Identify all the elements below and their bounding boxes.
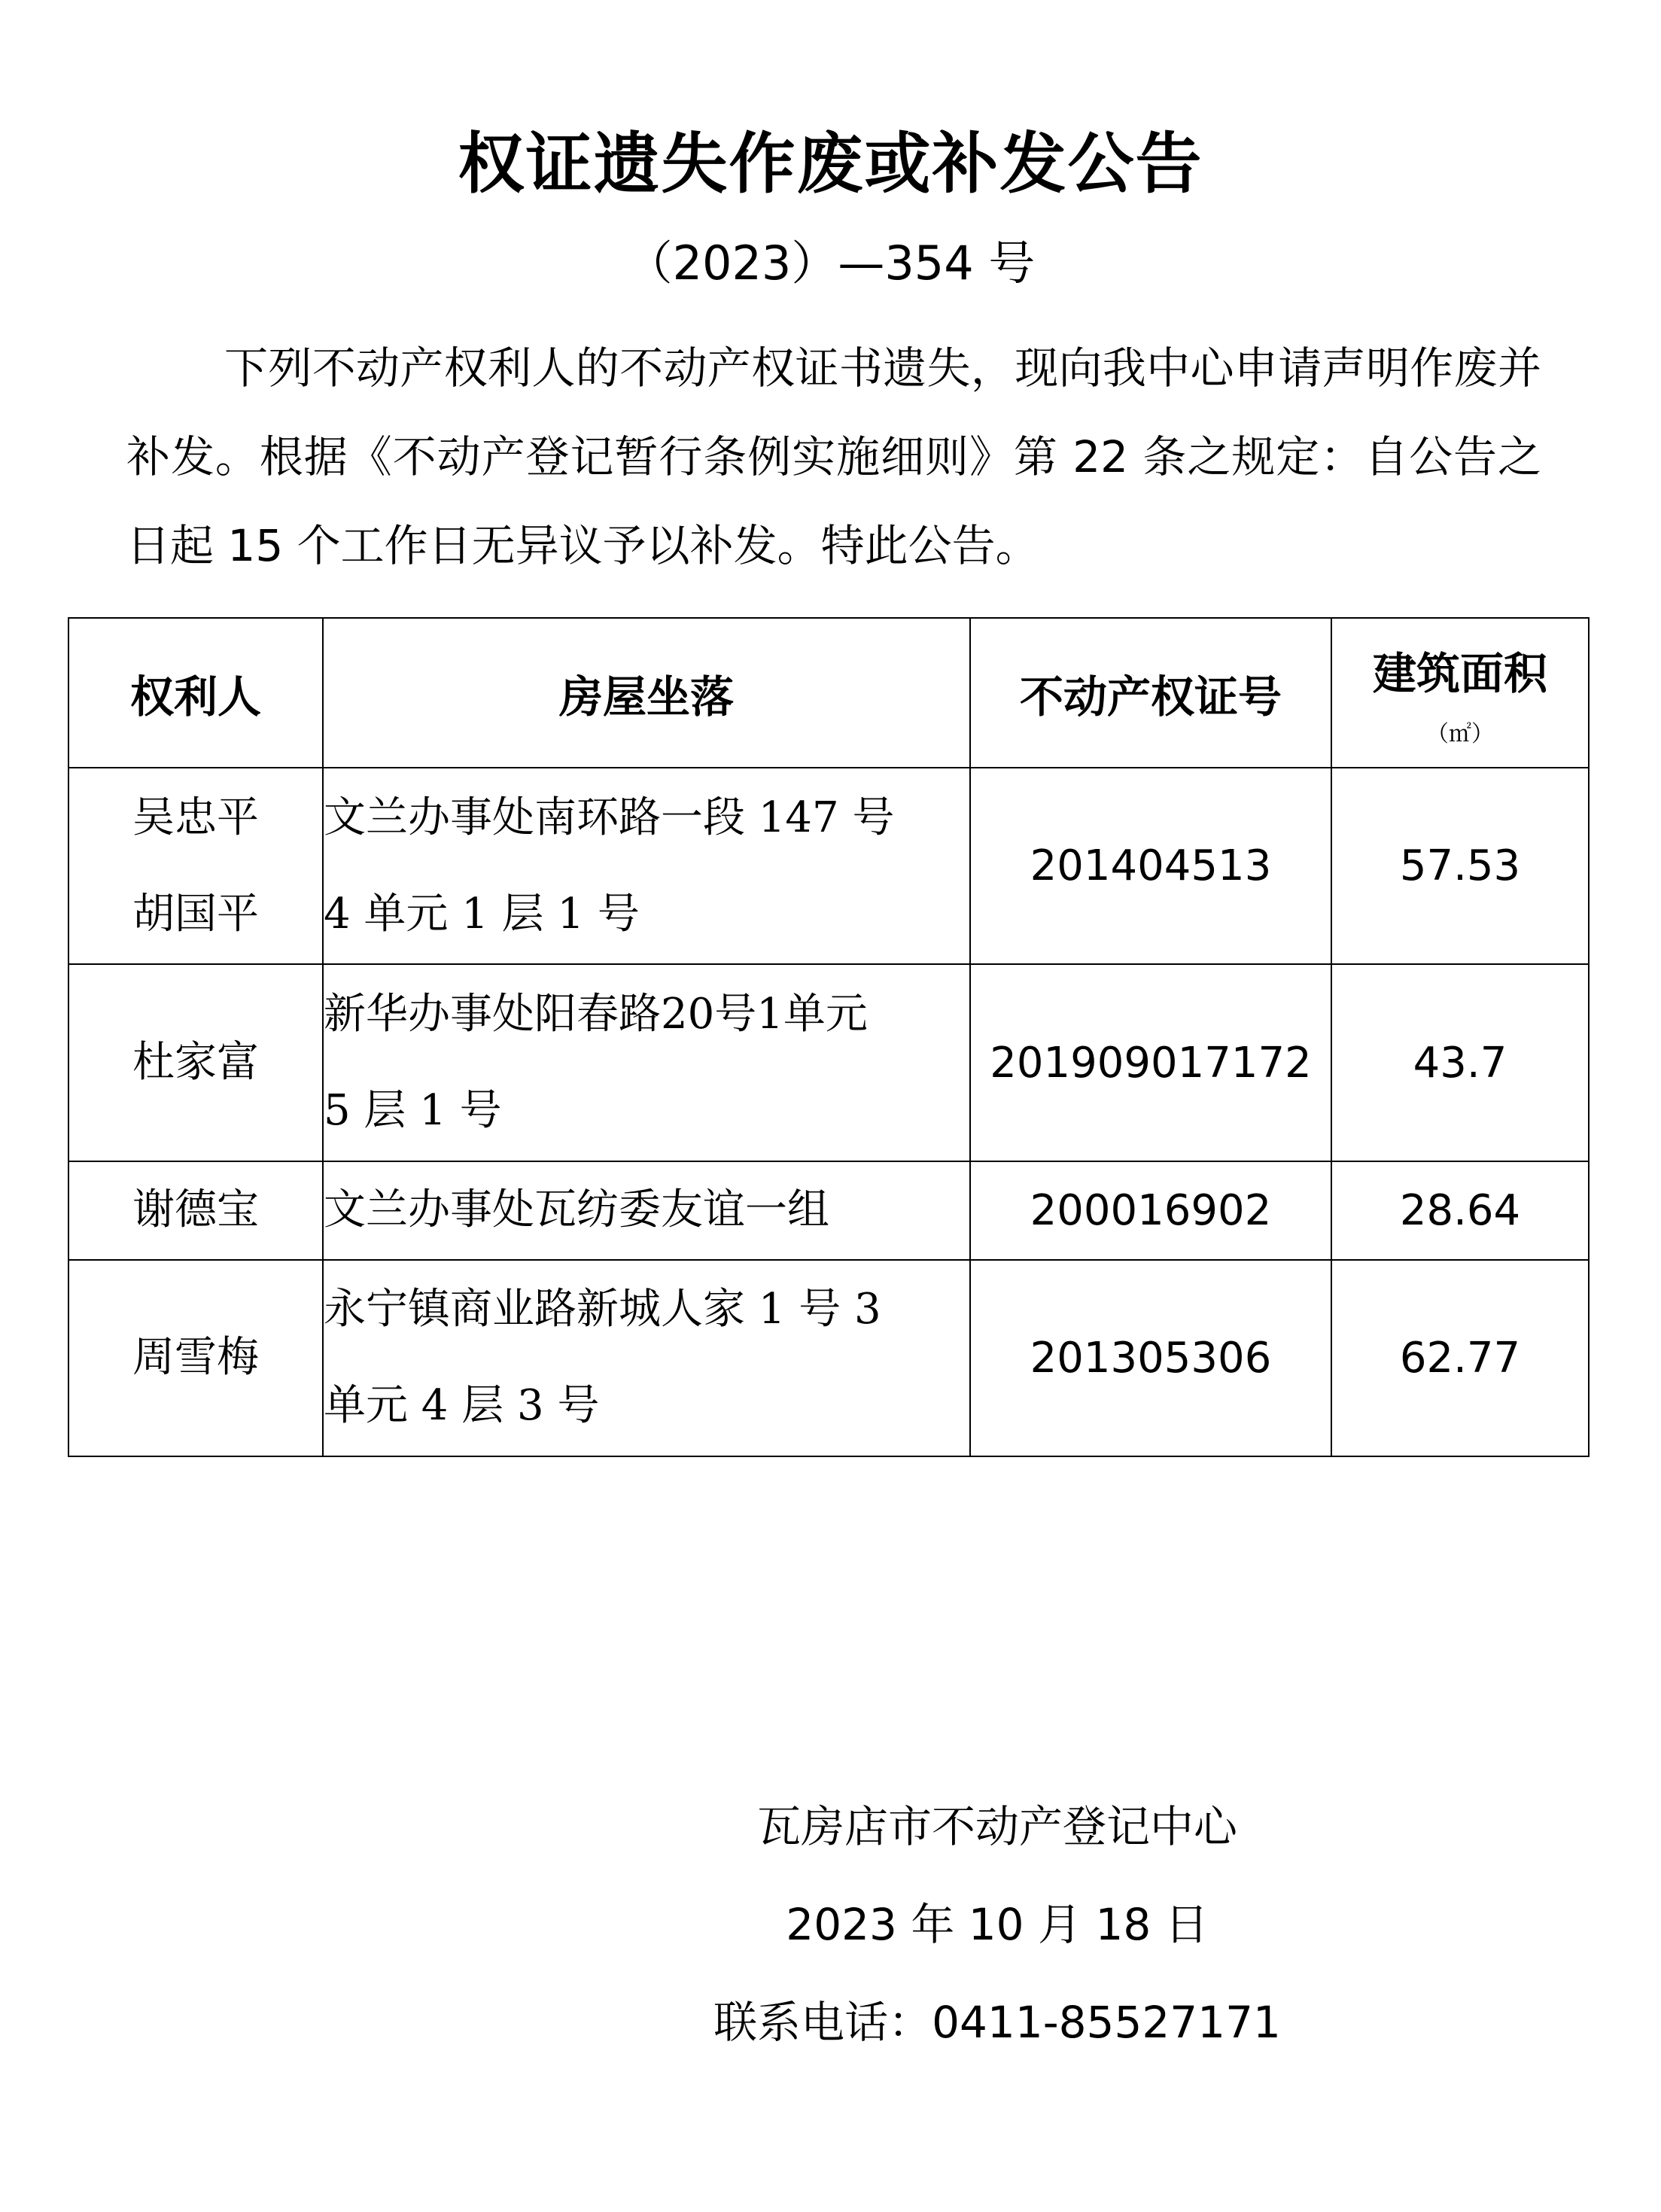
address-line: 5 层 1 号 <box>324 1086 502 1136</box>
holder-cell <box>68 964 323 1161</box>
holder-name: 杜家富 <box>132 1038 259 1088</box>
cert-no-cell: 200016902 <box>970 1161 1331 1260</box>
cert-no-cell: 201404513 <box>970 768 1331 964</box>
table-row <box>68 1260 1589 1456</box>
header-area <box>1331 618 1589 768</box>
address-line: 文兰办事处瓦纺委友谊一组 <box>324 1185 829 1235</box>
address-cell <box>323 768 970 964</box>
notice-title: 权证遗失作废或补发公告 <box>458 125 1203 202</box>
issue-date: 2023 年 10 月 18 日 <box>786 1899 1209 1950</box>
header-area-label: 建筑面积 <box>1372 647 1547 699</box>
area-cell: 57.53 <box>1331 768 1589 964</box>
holder-name: 胡国平 <box>132 889 259 939</box>
address-cell <box>323 964 970 1161</box>
notice-intro-paragraph: 下列不动产权利人的不动产权证书遗失，现向我中心申请声明作废并补发。根据《不动产登记暂行条例实施细则》第 22 条之规定：自公告之日起 15 个工作日无异议予以补发。特此公告。 <box>126 342 1541 571</box>
issuer-name: 瓦房店市不动产登记中心 <box>756 1801 1237 1852</box>
address-cell <box>323 1260 970 1456</box>
cert-no-cell: 201909017172 <box>970 964 1331 1161</box>
area-cell: 43.7 <box>1331 964 1589 1161</box>
area-cell: 28.64 <box>1331 1161 1589 1260</box>
holder-cell <box>68 1161 323 1260</box>
address-line: 永宁镇商业路新城人家 1 号 3 <box>324 1285 881 1334</box>
address-line: 4 单元 1 层 1 号 <box>324 889 640 939</box>
table-row <box>68 964 1589 1161</box>
header-cert-no: 不动产权证号 <box>970 618 1331 768</box>
area-cell: 62.77 <box>1331 1260 1589 1456</box>
header-address: 房屋坐落 <box>323 618 970 768</box>
holder-name: 吴忠平 <box>132 793 259 842</box>
holder-cell <box>68 768 323 964</box>
header-holder: 权利人 <box>68 618 323 768</box>
address-line: 单元 4 层 3 号 <box>324 1381 600 1431</box>
cert-no-cell: 201305306 <box>970 1260 1331 1456</box>
address-line: 文兰办事处南环路一段 147 号 <box>324 793 895 842</box>
address-cell <box>323 1161 970 1260</box>
table-row <box>68 768 1589 964</box>
certificate-table <box>68 617 1590 1457</box>
contact-phone: 联系电话：0411-85527171 <box>713 1997 1281 2048</box>
holder-cell <box>68 1260 323 1456</box>
document-number: （2023）—354 号 <box>625 236 1036 291</box>
address-line: 新华办事处阳春路20号1单元 <box>324 990 868 1039</box>
header-area-unit: （㎡） <box>1426 720 1494 747</box>
holder-name: 周雪梅 <box>132 1333 259 1383</box>
table-row <box>68 1161 1589 1260</box>
holder-name: 谢德宝 <box>132 1185 259 1235</box>
table-header-row <box>68 618 1589 768</box>
